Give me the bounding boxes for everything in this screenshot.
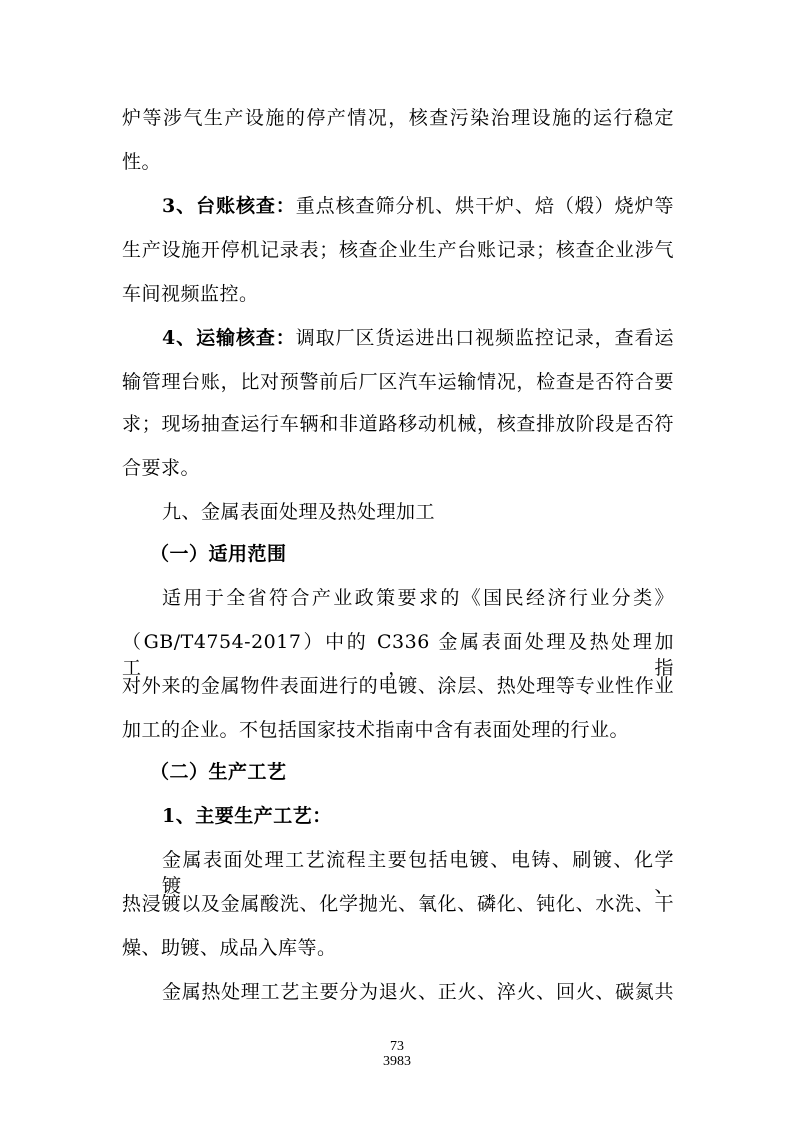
text-line: 加工的企业。不包括国家技术指南中含有表面处理的行业。 [122,719,630,741]
text-line: 输管理台账，比对预警前后厂区汽车运输情况，检查是否符合要 [122,371,674,393]
paragraph-ledger-check [162,193,674,219]
text-span: 调取厂区货运进出口视频监控记录，查看运 [295,327,674,349]
subsection-heading: （二）生产工艺 [150,761,287,783]
page-number: 73 [390,1039,404,1054]
paragraph-transport-check [162,325,674,351]
text-line: 燥、助镀、成品入库等。 [122,937,337,959]
text-line: 合要求。 [122,457,201,479]
text-line: 金属表面处理工艺流程主要包括电镀、电铸、刷镀、化学镀、 [162,849,674,897]
text-line: 生产设施开停机记录表；核查企业生产台账记录；核查企业涉气 [122,239,674,261]
text-line: 适用于全省符合产业政策要求的《国民经济行业分类》 [162,587,674,609]
text-line: 金属热处理工艺主要分为退火、正火、淬火、回火、碳氮共 [162,981,674,1003]
text-line: 车间视频监控。 [122,283,259,305]
subsection-heading: （一）适用范围 [150,543,287,565]
total-page-number: 3983 [383,1054,411,1069]
text-line: 求；现场抽查运行车辆和非道路移动机械，核查排放阶段是否符 [122,413,674,435]
text-line: 热浸镀以及金属酸洗、化学抛光、氧化、磷化、钝化、水洗、干 [122,893,674,915]
text-span: 重点核查筛分机、烘干炉、焙（煅）烧炉等 [295,195,674,217]
text-line: （GB/T4754-2017）中的 C336 金属表面处理及热处理加工，指 [122,631,674,679]
ledger-check-label: 3、台账核查： [162,195,296,217]
section-heading: 九、金属表面处理及热处理加工 [162,501,436,523]
text-line: 对外来的金属物件表面进行的电镀、涂层、热处理等专业性作业 [122,675,674,697]
text-line: 性。 [122,151,162,173]
transport-check-label: 4、运输核查： [162,327,296,349]
item-heading: 1、主要生产工艺： [162,805,332,827]
text-line: 炉等涉气生产设施的停产情况，核查污染治理设施的运行稳定 [122,107,674,129]
